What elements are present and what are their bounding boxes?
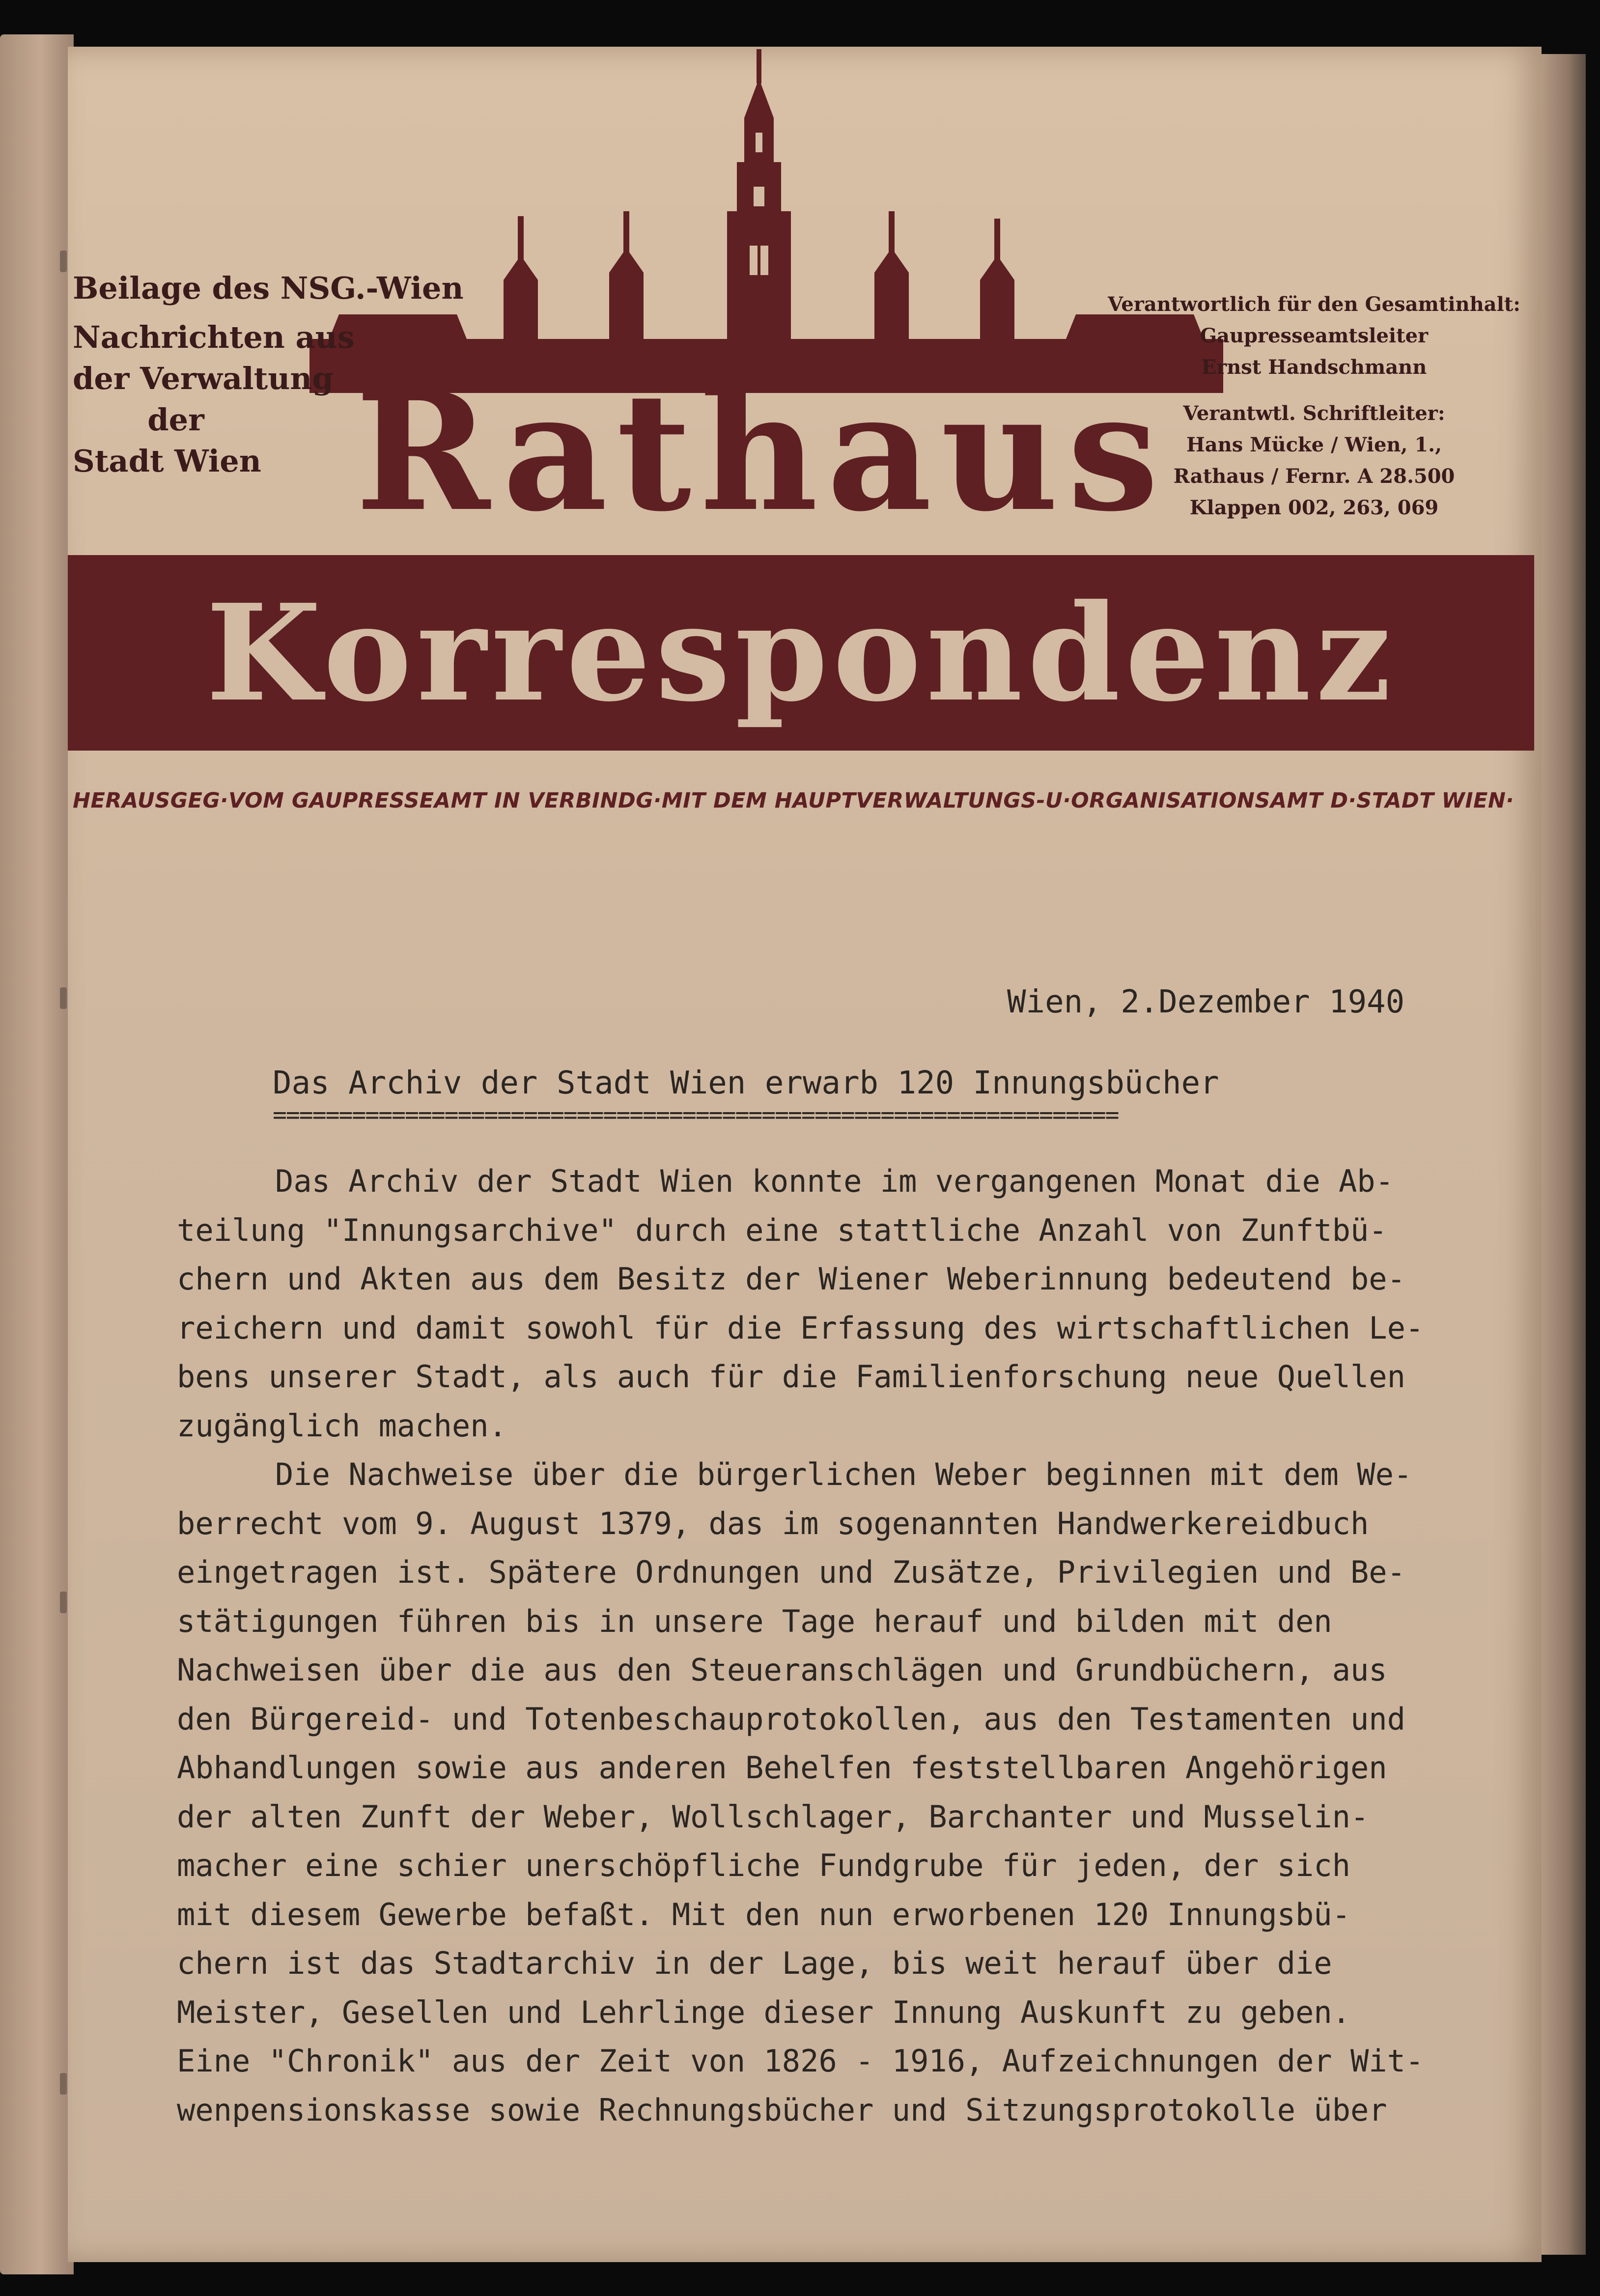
facing-page-edge [0,34,74,2274]
body-line: den Bürgereid- und Totenbeschauprotokollen, aus den Testamenten und [177,1701,1405,1737]
page-stack-edge [1542,54,1586,2255]
body-line: wenpensionskasse sowie Rechnungsbücher und Sitzungsprotokolle über [177,2092,1387,2128]
body-line: reichern und damit sowohl für die Erfassung des wirtschaftlichen Le- [177,1310,1424,1346]
masthead-right-info [1093,289,1535,524]
article-body [177,1157,1533,2134]
body-line: chern ist das Stadtarchiv in der Lage, bis weit herauf über die [177,1945,1332,1981]
body-line: Nachweisen über die aus den Steueranschlägen und Grundbüchern, aus [177,1652,1387,1688]
body-line: bens unserer Stadt, als auch für die Familienforschung neue Quellen [177,1359,1405,1395]
responsible-heading: Verantwortlich für den Gesamtinhalt: [1107,293,1521,316]
city-hall-skyline-illustration [309,49,1223,393]
body-line: zugänglich machen. [177,1407,507,1444]
article-headline: Das Archiv der Stadt Wien erwarb 120 Innungsbücher [273,1065,1219,1101]
editor-name: Hans Mücke / Wien, 1., [1186,433,1442,456]
body-line: Die Nachweise über die bürgerlichen Weber beginnen mit dem We- [275,1456,1412,1492]
body-line: macher eine schier unerschöpfliche Fundgrube für jeden, der sich [177,1848,1350,1883]
editor-address: Rathaus / Fernr. A 28.500 [1173,465,1455,488]
body-line: stätigungen führen bis in unsere Tage herauf und bilden mit den [177,1603,1332,1639]
body-line: teilung "Innungsarchive" durch eine stattliche Anzahl von Zunftbü- [177,1212,1387,1248]
responsible-title: Gaupresseamtsleiter [1200,324,1429,347]
editor-extensions: Klappen 002, 263, 069 [1189,496,1439,519]
administration-line: der Verwaltung [73,361,334,396]
body-line: mit diesem Gewerbe befaßt. Mit den nun erworbenen 120 Innungsbü- [177,1896,1350,1932]
body-line: Meister, Gesellen und Lehrlinge dieser Innung Auskunft zu geben. [177,1994,1350,2030]
body-line: eingetragen ist. Spätere Ordnungen und Zusätze, Privilegien und Be- [177,1554,1405,1590]
news-line: Nachrichten aus [73,319,355,355]
binding-stitch [60,1592,67,1613]
publisher-line: HERAUSGEG·VOM GAUPRESSEAMT IN VERBINDG·MIT DEM HAUPTVERWALTUNGS-U·ORGANISATIONSAMT D·STADT WIEN· [73,788,1515,813]
binding-stitch [60,2073,67,2095]
binding-stitch [60,251,67,272]
binding-stitch [60,987,67,1009]
dateline: Wien, 2.Dezember 1940 [1007,984,1405,1020]
responsible-name: Ernst Handschmann [1201,356,1427,379]
city-line: Stadt Wien [73,443,261,479]
masthead-title-rathaus: Rathaus [355,357,1168,547]
supplement-line: Beilage des NSG.-Wien [73,270,464,306]
masthead-left-info [73,268,464,482]
body-line: Abhandlungen sowie aus anderen Behelfen feststellbaren Angehörigen [177,1750,1387,1786]
masthead-title-korrespondenz: Korrespondenz [206,575,1396,731]
body-line: der alten Zunft der Weber, Wollschlager, Barchanter und Musselin- [177,1798,1369,1835]
body-line: berrecht vom 9. August 1379, das im sogenannten Handwerkereidbuch [177,1505,1369,1541]
body-line: chern und Akten aus dem Besitz der Wiener Weberinnung bedeutend be- [177,1261,1405,1297]
headline-underline: ================================================================ [273,1101,1119,1129]
body-line: Eine "Chronik" aus der Zeit von 1826 - 1916, Aufzeichnungen der Wit- [177,2043,1424,2079]
body-line: Das Archiv der Stadt Wien konnte im vergangenen Monat die Ab- [275,1163,1394,1199]
editor-heading: Verantwtl. Schriftleiter: [1183,402,1445,425]
article-line: der [147,402,204,438]
